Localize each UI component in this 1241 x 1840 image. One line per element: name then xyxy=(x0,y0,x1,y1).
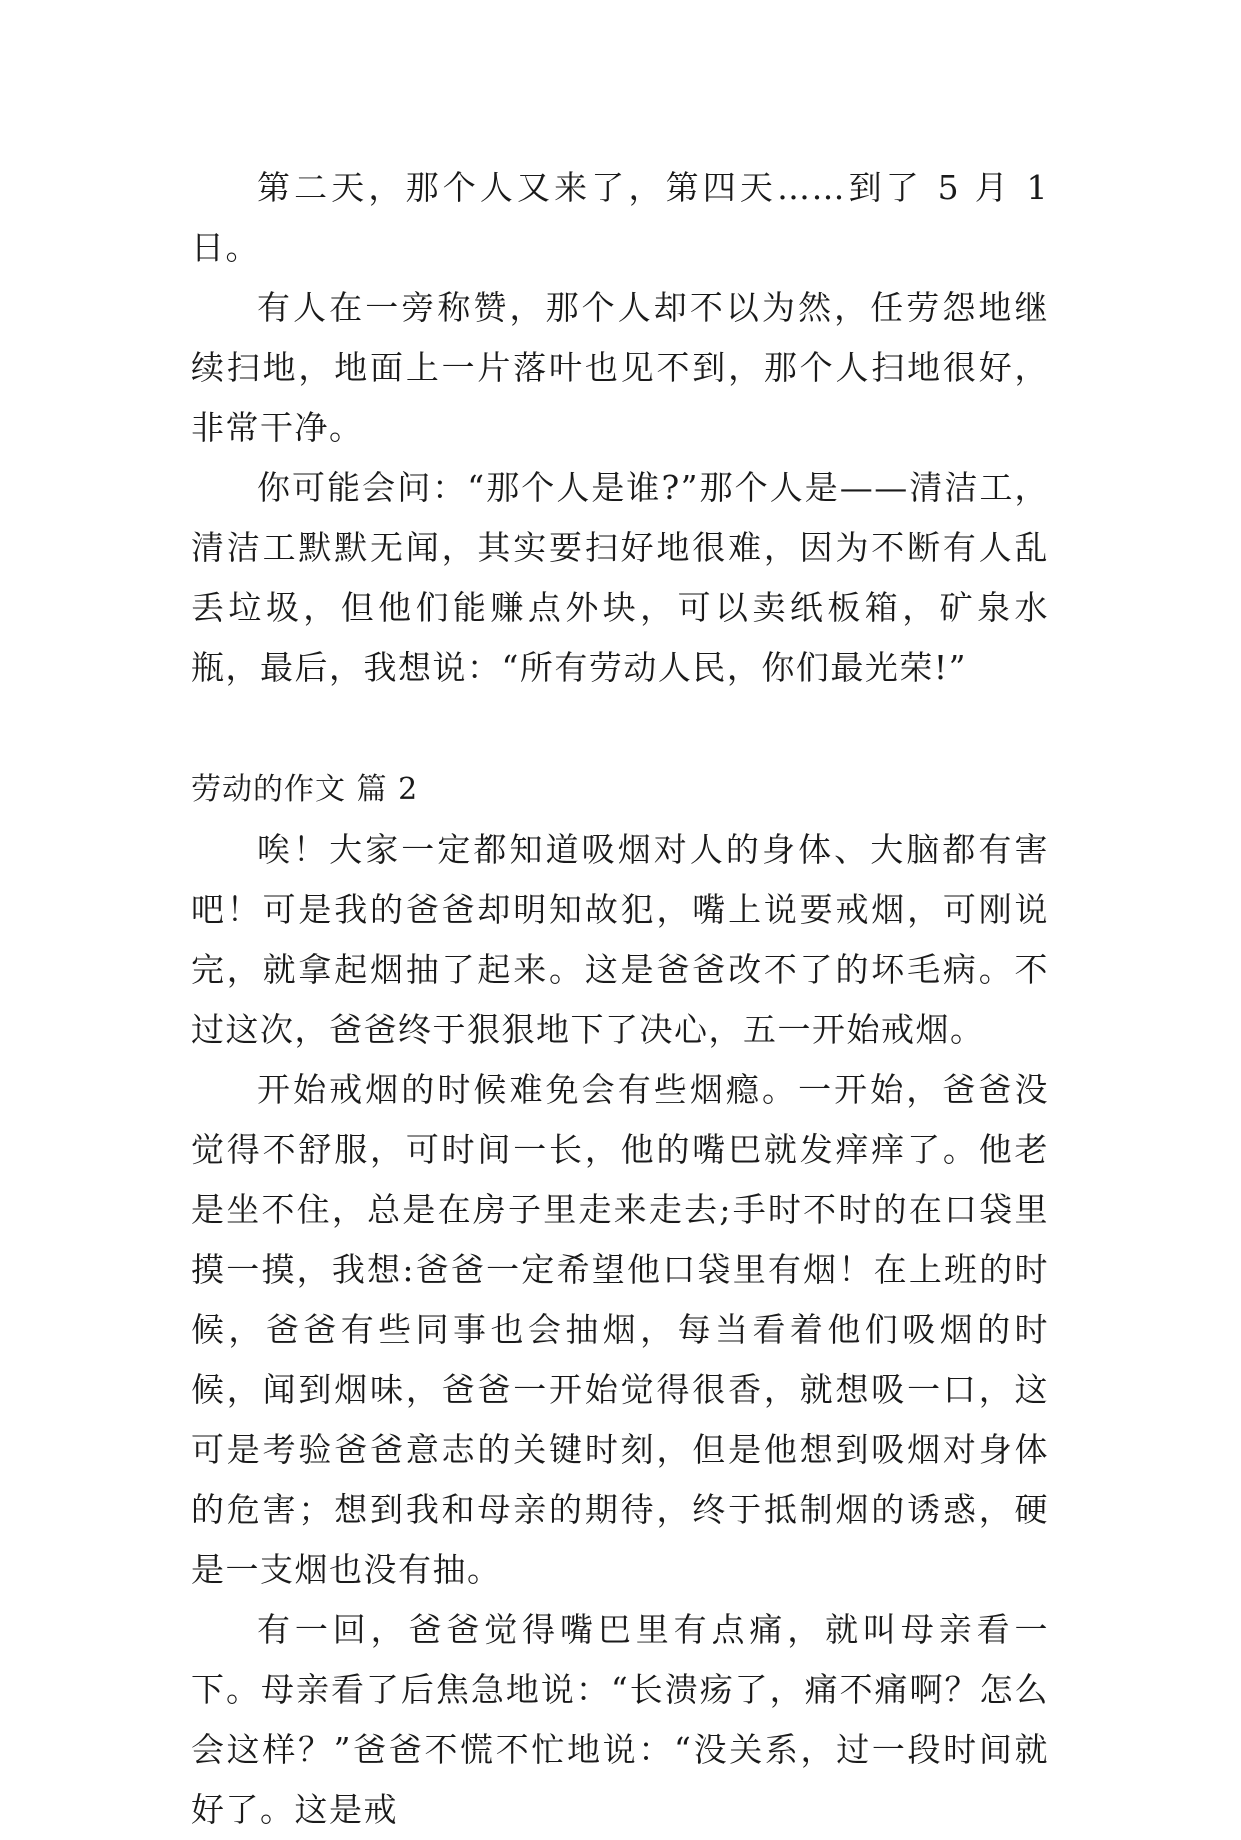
document-body xyxy=(191,158,1049,1840)
paragraph: 唉！大家一定都知道吸烟对人的身体、大脑都有害吧！可是我的爸爸却明知故犯，嘴上说要戒烟，可刚说完，就拿起烟抽了起来。这是爸爸改不了的坏毛病。不过这次，爸爸终于狠狠地下了决心，五一开始戒烟。 xyxy=(191,830,1049,1049)
paragraph: 开始戒烟的时候难免会有些烟瘾。一开始，爸爸没觉得不舒服，可时间一长，他的嘴巴就发痒痒了。他老是坐不住，总是在房子里走来走去;手时不时的在口袋里摸一摸，我想:爸爸一定希望他口袋里有烟！在上班的时候，爸爸有些同事也会抽烟，每当看着他们吸烟的时候，闻到烟味，爸爸一开始觉得很香，就想吸一口，这可是考验爸爸意志的关键时刻，但是他想到吸烟对身体的危害；想到我和母亲的期待，终于抵制烟的诱惑，硬是一支烟也没有抽。 xyxy=(191,1070,1049,1589)
paragraph: 有人在一旁称赞，那个人却不以为然，任劳怨地继续扫地，地面上一片落叶也见不到，那个人扫地很好，非常干净。 xyxy=(191,288,1049,447)
section-heading: 劳动的作文 篇 2 xyxy=(191,772,419,807)
paragraph: 你可能会问：“那个人是谁?”那个人是——清洁工，清洁工默默无闻，其实要扫好地很难，因为不断有人乱丢垃圾，但他们能赚点外块，可以卖纸板箱，矿泉水瓶，最后，我想说：“所有劳动人民，你们最光荣!” xyxy=(191,468,1049,687)
paragraph: 有一回，爸爸觉得嘴巴里有点痛，就叫母亲看一下。母亲看了后焦急地说：“长溃疡了，痛不痛啊？怎么会这样？”爸爸不慌不忙地说：“没关系，过一段时间就好了。这是戒 xyxy=(191,1610,1049,1829)
paragraph: 第二天，那个人又来了，第四天……到了 5 月 1 日。 xyxy=(191,168,1049,267)
